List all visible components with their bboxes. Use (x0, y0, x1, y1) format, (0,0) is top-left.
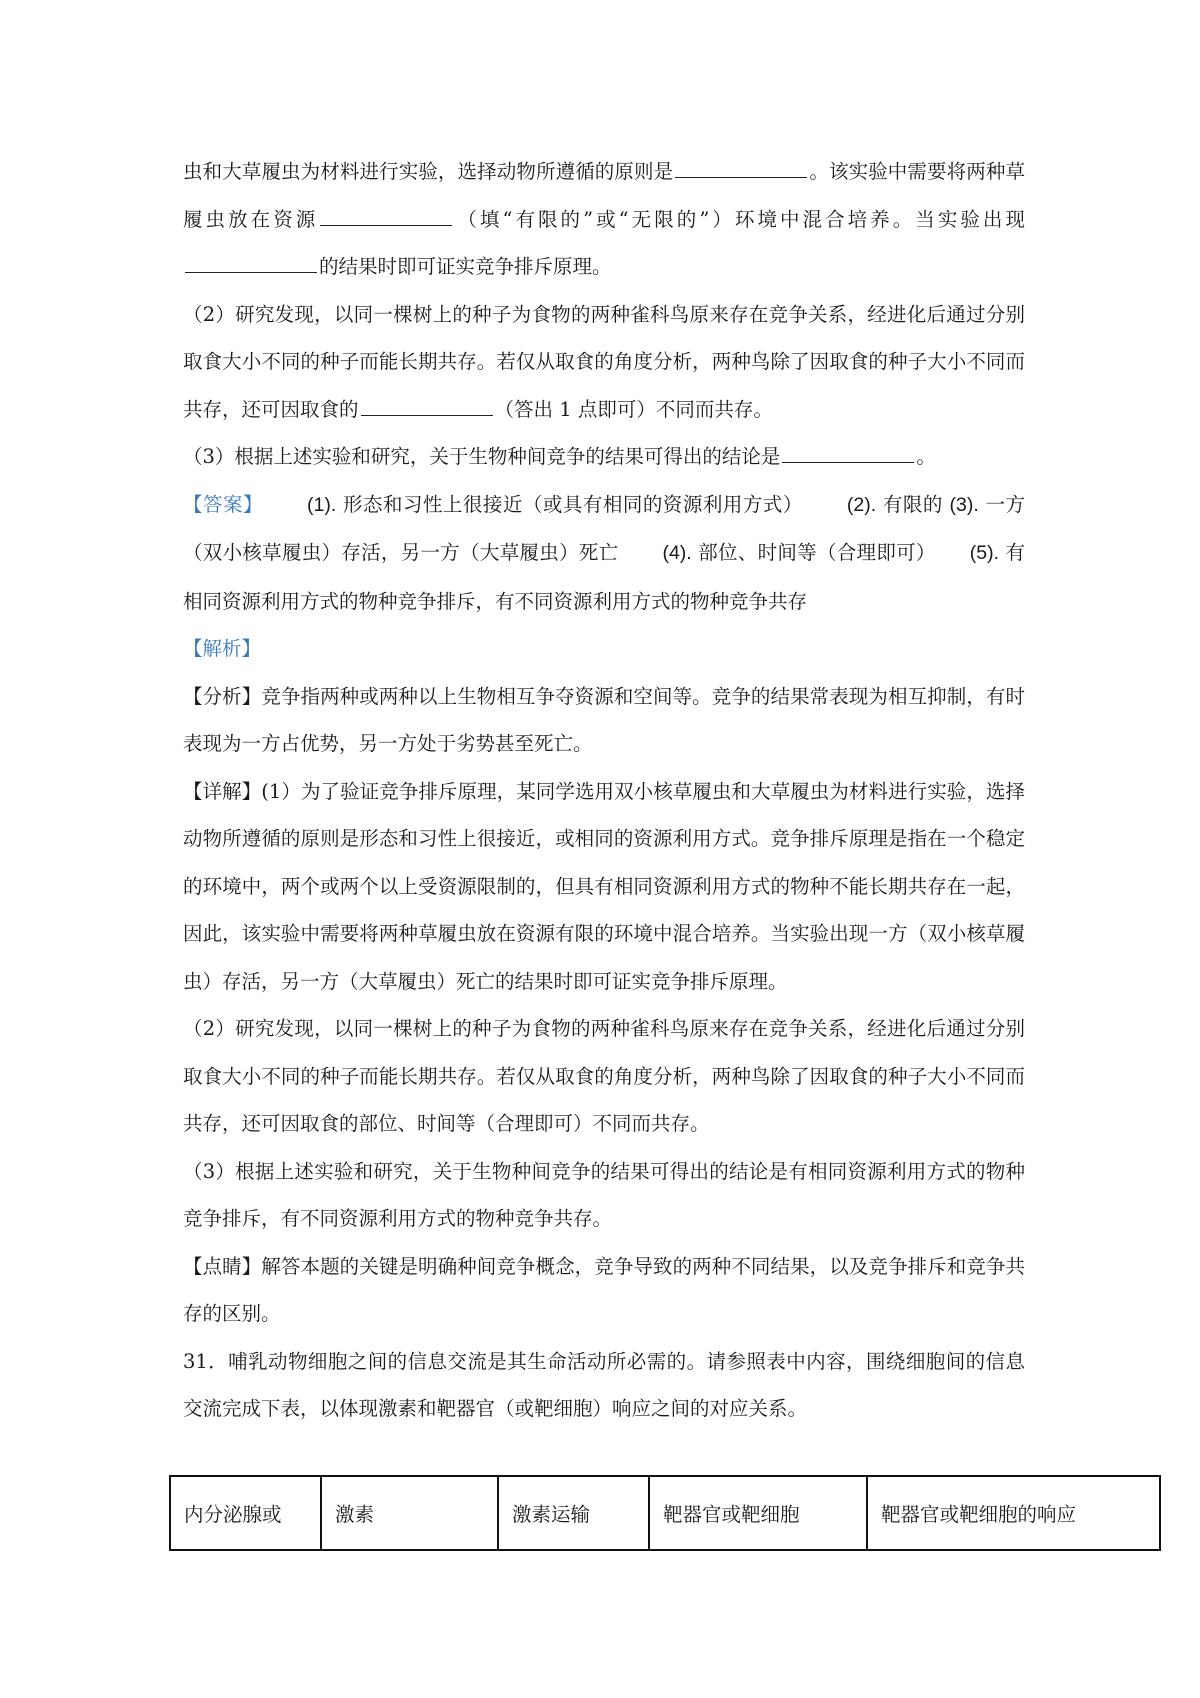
answer-blank-5[interactable] (782, 461, 914, 463)
detail-paragraph-3: （3）根据上述实验和研究，关于生物种间竞争的结果可得出的结论是有相同资源利用方式的物种竞争排斥，有不同资源利用方式的物种竞争共存。 (183, 1159, 1025, 1230)
table-header-cell: 靶器官或靶细胞的响应 (867, 1476, 1160, 1550)
table-header-cell: 激素 (321, 1476, 498, 1550)
answer-blank-3[interactable] (185, 271, 317, 273)
analysis-heading (183, 625, 1025, 673)
answer-blank-1[interactable] (675, 176, 807, 178)
answer-blank-2[interactable] (320, 224, 452, 226)
table-header-cell: 靶器官或靶细胞 (649, 1476, 867, 1550)
document-body (183, 148, 1025, 1433)
detail-paragraph-2: （2）研究发现，以同一棵树上的种子为食物的两种雀科鸟原来存在竞争关系，经进化后通过分别取食大小不同的种子而能长期共存。若仅从取食的角度分析，两种鸟除了因取食的种子大小不同而共存，还可因取食的部位、时间等（合理即可）不同而共存。 (183, 1017, 1025, 1135)
detail-paragraph-1: 【详解】(1）为了验证竞争排斥原理，某同学选用双小核草履虫和大草履虫为材料进行实验，选择动物所遵循的原则是形态和习性上很接近，或相同的资源利用方式。竞争排斥原理是指在一个稳定的环境中，两个或两个以上受资源限制的，但具有相同资源利用方式的物种不能长期共存在一起，因此，该实验中需要将两种草履虫放在资源有限的环境中混合培养。当实验出现一方（双小核草履虫）存活，另一方（大草履虫）死亡的结果时即可证实竞争排斥原理。 (183, 779, 1025, 993)
table-header-row (170, 1476, 1160, 1550)
answer-tag: 【答案】 (183, 492, 263, 516)
answer-section: 【答案】 (1). 形态和习性上很接近（或具有相同的资源利用方式） (2). 有限的 (3). 一方（双小核草履虫）存活，另一方（大草履虫）死亡 (4). 部位、时间等（合理即可） (5). 有相同资源利用方式的物种竞争排斥，有不同资源利用方式的物种竞争共存 (183, 492, 1025, 613)
question-31: 31．哺乳动物细胞之间的信息交流是其生命活动所必需的。请参照表中内容，围绕细胞间的信息交流完成下表，以体现激素和靶器官（或靶细胞）响应之间的对应关系。 (183, 1349, 1025, 1420)
answer-blank-4[interactable] (361, 414, 493, 416)
question-part-2: （2）研究发现，以同一棵树上的种子为食物的两种雀科鸟原来存在竞争关系，经进化后通过分别取食大小不同的种子而能长期共存。若仅从取食的角度分析，两种鸟除了因取食的种子大小不同而共存，还可因取食的 （答出 1 点即可）不同而共存。 (183, 302, 1025, 421)
analysis-tag: 【解析】 (183, 637, 262, 660)
table-header-cell: 激素运输 (498, 1476, 649, 1550)
question-part-1: 虫和大草履虫为材料进行实验，选择动物所遵循的原则是 。该实验中需要将两种草履虫放在资源 （填“有限的”或“无限的”）环境中混合培养。当实验出现的结果时即可证实竞争排斥原理。 (183, 160, 1025, 278)
question-part-3: （3）根据上述实验和研究，关于生物种间竞争的结果可得出的结论是 。 (183, 445, 936, 468)
hormone-table (169, 1475, 1161, 1551)
table-header-cell: 内分泌腺或 (170, 1476, 321, 1550)
analysis-paragraph: 【分析】竞争指两种或两种以上生物相互争夺资源和空间等。竞争的结果常表现为相互抑制，有时表现为一方占优势，另一方处于劣势甚至死亡。 (183, 684, 1025, 755)
key-point-paragraph: 【点睛】解答本题的关键是明确种间竞争概念，竞争导致的两种不同结果，以及竞争排斥和竞争共存的区别。 (183, 1254, 1025, 1325)
